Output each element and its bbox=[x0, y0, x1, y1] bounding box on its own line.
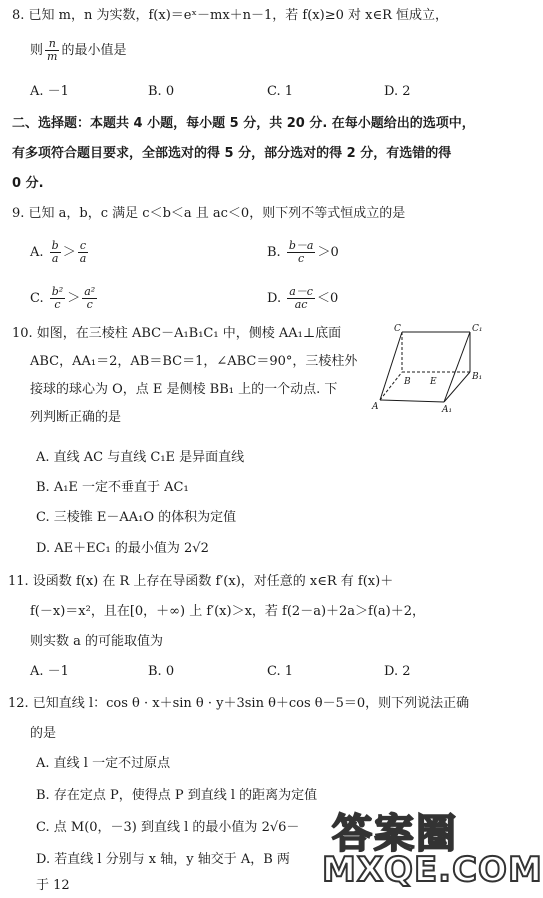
q9-option-d bbox=[267, 286, 338, 311]
q9-a-frac2 bbox=[78, 240, 89, 265]
q10-option-b: B. A₁E 一定不垂直于 AC₁ bbox=[36, 480, 189, 495]
q12-option-b: B. 存在定点 P，使得点 P 到直线 l 的距离为定值 bbox=[36, 788, 318, 803]
label-c1: C₁ bbox=[472, 324, 483, 334]
label-c: C bbox=[394, 324, 401, 334]
edge-a-a1 bbox=[380, 400, 444, 402]
q11-stem-line2: f(－x)＝x²，且在[0，＋∞) 上 f′(x)＞x，若 f(2－a)＋2a＞f(a)＋2， bbox=[30, 604, 426, 619]
q9-d-op: ＜0 bbox=[316, 291, 339, 306]
edge-a-b-hidden bbox=[380, 372, 402, 400]
label-a1: A₁ bbox=[442, 405, 453, 415]
q9-option-a bbox=[30, 240, 90, 265]
q9-option-b bbox=[267, 240, 339, 265]
edge-a1-b1 bbox=[444, 372, 470, 402]
q9-c-frac1 bbox=[50, 286, 65, 311]
q12-option-c: C. 点 M(0，－3) 到直线 l 的最小值为 2√6－ bbox=[36, 820, 300, 835]
prism-diagram bbox=[372, 322, 488, 415]
q9-a-frac1 bbox=[50, 240, 61, 265]
q10-option-d: D. AE＋EC₁ 的最小值为 2√2 bbox=[36, 541, 209, 556]
watermark bbox=[318, 800, 543, 898]
q11-stem-line1: 11. 设函数 f(x) 在 R 上存在导函数 f′(x)，对任意的 x∈R 有 f(x)＋ bbox=[8, 574, 394, 589]
q12-option-d: D. 若直线 l 分别与 x 轴，y 轴交于 A，B 两 bbox=[36, 852, 290, 867]
q8-stem-pre: 则 bbox=[30, 43, 44, 58]
q9-d-frac bbox=[287, 286, 315, 311]
q10-stem-line2: ABC，AA₁＝2，AB＝BC＝1，∠ABC＝90°，三棱柱外 bbox=[30, 354, 358, 369]
q9-d-n1: a－c bbox=[289, 285, 313, 298]
watermark-en: MXQE.COM bbox=[322, 850, 543, 890]
q9-a-d2: a bbox=[79, 252, 87, 265]
q9-c-n1: b² bbox=[51, 285, 64, 298]
q9-c-op: ＞ bbox=[67, 291, 81, 306]
q9-a-n1: b bbox=[51, 239, 59, 252]
label-b1: B₁ bbox=[472, 372, 483, 382]
q10-stem-line3: 接球的球心为 O，点 E 是侧棱 BB₁ 上的一个动点. 下 bbox=[30, 382, 338, 397]
q9-a-n2: c bbox=[78, 240, 89, 253]
q11-option-b: B. 0 bbox=[148, 664, 175, 679]
q9-c-d1: c bbox=[54, 298, 61, 311]
q8-frac-den: m bbox=[47, 50, 58, 63]
q9-b-frac bbox=[287, 240, 316, 265]
q12-stem-line1: 12. 已知直线 l：cos θ · x＋sin θ · y＋3sin θ＋cos θ－5＝0，则下列说法正确 bbox=[8, 696, 470, 711]
q12-option-a: A. 直线 l 一定不过原点 bbox=[36, 756, 171, 771]
q9-c-label: C. bbox=[30, 291, 44, 306]
q8-option-a: A. －1 bbox=[30, 84, 69, 99]
q9-c-n2: a² bbox=[84, 285, 96, 298]
q9-c-d2: c bbox=[86, 298, 93, 311]
section2-line1: 二、选择题：本题共 4 小题，每小题 5 分，共 20 分. 在每小题给出的选项中， bbox=[12, 116, 475, 131]
q8-stem-post: 的最小值是 bbox=[61, 43, 127, 58]
q12-option-d-cont: 于 12 bbox=[36, 878, 70, 893]
q8-option-d: D. 2 bbox=[384, 84, 411, 99]
q8-fraction bbox=[45, 38, 59, 63]
section2-line3: 0 分. bbox=[12, 176, 44, 191]
q9-d-label: D. bbox=[267, 291, 282, 306]
q9-option-c bbox=[30, 286, 99, 311]
edge-a1-c1 bbox=[444, 332, 470, 402]
edge-a-c bbox=[380, 332, 402, 400]
q10-stem-line1: 10. 如图，在三棱柱 ABC－A₁B₁C₁ 中，侧棱 AA₁⊥底面 bbox=[12, 326, 342, 341]
q9-c-frac2 bbox=[82, 286, 97, 311]
q9-a-d1: a bbox=[51, 252, 59, 265]
q9-stem: 9. 已知 a，b，c 满足 c＜b＜a 且 ac＜0，则下列不等式恒成立的是 bbox=[12, 206, 406, 221]
section2-line2: 有多项符合题目要求，全部选对的得 5 分，部分选对的得 2 分，有选错的得 bbox=[12, 146, 452, 161]
q9-a-op: ＞ bbox=[62, 245, 76, 260]
q8-frac-num: n bbox=[45, 38, 59, 51]
watermark-cn: 答案圈 bbox=[332, 811, 458, 857]
q10-stem-line4: 列判断正确的是 bbox=[30, 410, 122, 425]
q10-option-c: C. 三棱锥 E－AA₁O 的体积为定值 bbox=[36, 510, 237, 525]
q9-a-label: A. bbox=[30, 245, 44, 260]
q11-stem-line3: 则实数 a 的可能取值为 bbox=[30, 634, 164, 649]
q9-b-label: B. bbox=[267, 245, 281, 260]
q12-stem-line2: 的是 bbox=[30, 726, 57, 741]
label-b: B bbox=[404, 377, 411, 387]
q8-option-b: B. 0 bbox=[148, 84, 175, 99]
q9-b-n1: b－a bbox=[288, 239, 314, 252]
q9-d-d1: ac bbox=[294, 298, 308, 311]
q8-stem-line2 bbox=[30, 38, 126, 63]
q9-b-d1: c bbox=[298, 252, 305, 265]
q11-option-c: C. 1 bbox=[267, 664, 294, 679]
q10-option-a: A. 直线 AC 与直线 C₁E 是异面直线 bbox=[36, 450, 245, 465]
q8-option-c: C. 1 bbox=[267, 84, 294, 99]
label-a: A bbox=[372, 402, 379, 412]
q11-option-d: D. 2 bbox=[384, 664, 411, 679]
q11-option-a: A. －1 bbox=[30, 664, 69, 679]
label-e: E bbox=[430, 377, 437, 387]
q9-b-op: ＞0 bbox=[317, 245, 339, 260]
q8-stem-line1: 8. 已知 m，n 为实数，f(x)＝eˣ－mx＋n－1，若 f(x)≥0 对 x∈R 恒成立， bbox=[12, 8, 449, 23]
